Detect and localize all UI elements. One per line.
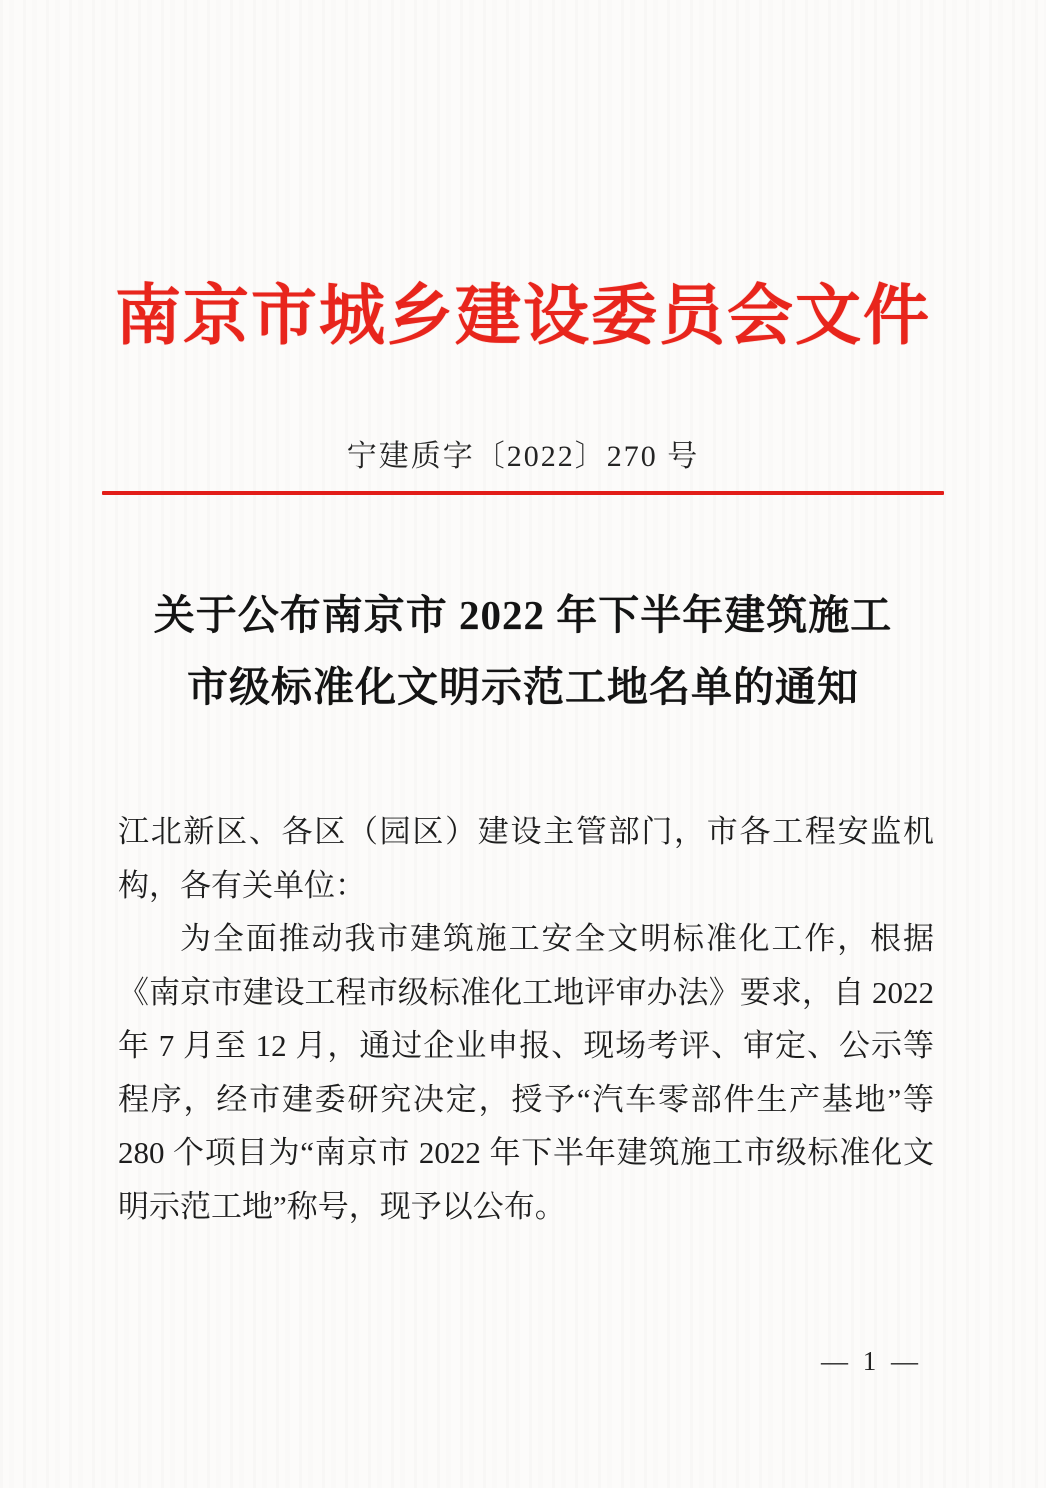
recipients-line: 江北新区、各区（园区）建设主管部门，市各工程安监机构，各有关单位： [118, 814, 934, 903]
document-title [0, 579, 1046, 723]
document-body [0, 805, 1046, 1233]
page-number: — 1 — [821, 1346, 922, 1376]
document-title-line2: 市级标准化文明示范工地名单的通知 [187, 664, 859, 711]
red-divider-line [102, 491, 944, 495]
document-number: 宁建质字〔2022〕270 号 [346, 440, 700, 474]
body-paragraph: 为全面推动我市建筑施工安全文明标准化工作，根据《南京市建设工程市级标准化工地评审办法》要求，自 2022 年 7 月至 12 月，通过企业申报、现场考评、审定、公示等程序，经市建委研究决定，授予“汽车零部件生产基地”等 280 个项目为“南京市 2022 年下半年建筑施工市级标准化文明示范工地”称号，现予以公布。 [118, 921, 934, 1224]
document-title-line1: 关于公布南京市 2022 年下半年建筑施工 [153, 592, 893, 639]
agency-letterhead-title: 南京市城乡建设委员会文件 [115, 280, 931, 353]
